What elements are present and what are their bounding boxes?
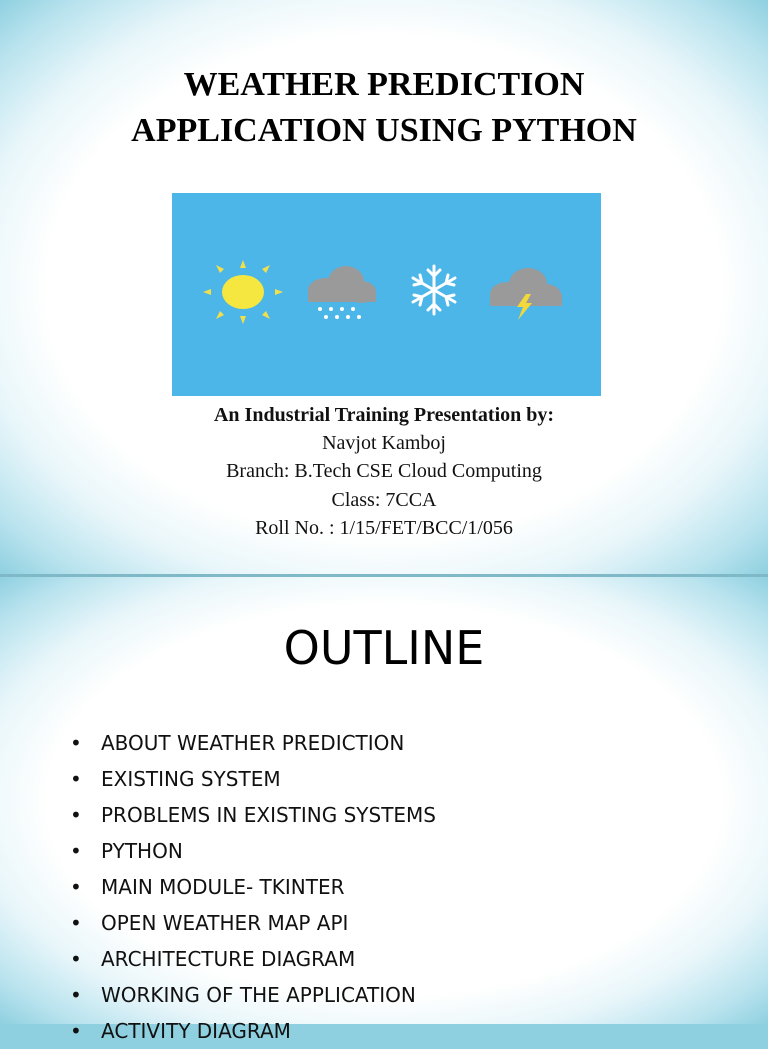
bullet-icon: • (70, 947, 82, 971)
list-item (70, 869, 436, 905)
bullet-icon: • (70, 731, 82, 755)
list-item (70, 725, 436, 761)
roll-number: Roll No. : 1/15/FET/BCC/1/056 (255, 517, 513, 539)
list-item-text: ARCHITECTURE DIAGRAM (101, 947, 356, 971)
bullet-icon: • (70, 1019, 82, 1043)
list-item (70, 833, 436, 869)
bullet-icon: • (70, 875, 82, 899)
list-item (70, 905, 436, 941)
snowflake-icon (413, 266, 455, 314)
presentation-subtitle: An Industrial Training Presentation by: (213, 404, 555, 426)
list-item-text: WORKING OF THE APPLICATION (101, 983, 416, 1007)
bullet-icon: • (70, 803, 82, 827)
snow-cloud-icon (308, 266, 376, 319)
class-info: Class: 7CCA (331, 489, 437, 511)
list-item-text: MAIN MODULE- TKINTER (101, 875, 345, 899)
thunder-cloud-icon (490, 268, 562, 320)
bullet-icon: • (70, 983, 82, 1007)
sun-icon (203, 260, 283, 324)
author-name: Navjot Kamboj (322, 432, 446, 454)
list-item-text: PROBLEMS IN EXISTING SYSTEMS (101, 803, 436, 827)
bullet-icon: • (70, 911, 82, 935)
outline-title: OUTLINE (283, 621, 485, 675)
bullet-icon: • (70, 767, 82, 791)
outline-slide (0, 577, 768, 1043)
list-item-text: PYTHON (101, 839, 183, 863)
bullet-icon: • (70, 839, 82, 863)
list-item (70, 977, 436, 1013)
slide-title-line2: APPLICATION USING PYTHON (131, 112, 637, 149)
list-item (70, 797, 436, 833)
list-item (70, 1013, 436, 1049)
slide-title-line1: WEATHER PREDICTION (183, 66, 585, 103)
list-item-text: EXISTING SYSTEM (101, 767, 281, 791)
weather-icons-image (172, 193, 601, 396)
list-item-text: ABOUT WEATHER PREDICTION (101, 731, 405, 755)
list-item (70, 761, 436, 797)
list-item (70, 941, 436, 977)
outline-list (70, 725, 436, 1049)
list-item-text: OPEN WEATHER MAP API (101, 911, 349, 935)
branch-info: Branch: B.Tech CSE Cloud Computing (226, 460, 542, 482)
list-item-text: ACTIVITY DIAGRAM (101, 1019, 291, 1043)
